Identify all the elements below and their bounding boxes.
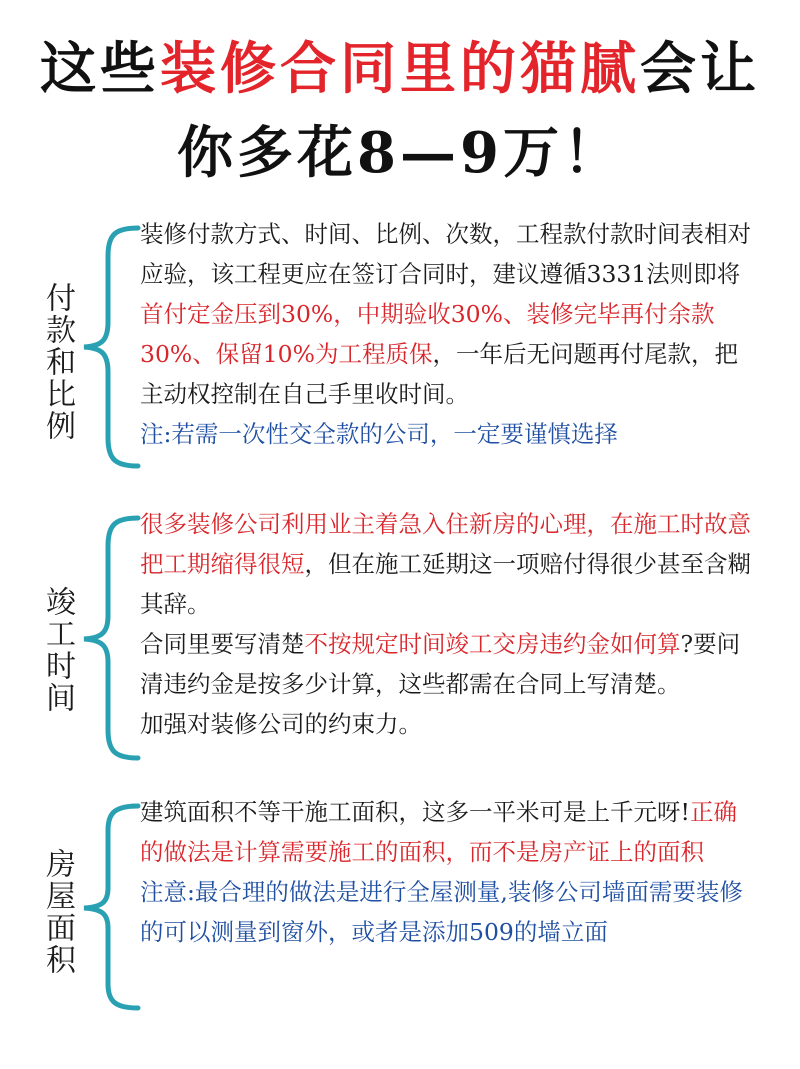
brace-icon — [76, 800, 146, 1016]
title-part-black-end: 会让 — [640, 36, 760, 102]
section-body-completion — [140, 504, 760, 744]
section-body-area — [140, 792, 760, 952]
section-label-payment: 付款和比例 — [40, 282, 75, 442]
brace-icon — [76, 222, 146, 472]
section-label-completion: 竣工时间 — [40, 586, 75, 714]
text-plain: ，一年后无问题再付尾款，把主动权控制在自己手里收时间。 — [140, 340, 738, 408]
note-blue: 注意:最合理的做法是进行全屋测量,装修公司墙面需要装修的可以测量到窗外，或者是添加509的墙立面 — [140, 878, 743, 946]
text-plain: 装修付款方式、时间、比例、次数，工程款付款时间表相对应验，该工程更应在签订合同时，建议遵循3331法则即将 — [140, 220, 751, 288]
text-plain: ?要问清违约金是按多少计算，这些都需在合同上写清楚。 — [140, 630, 741, 698]
title-part-black: 这些 — [40, 36, 160, 102]
section-label-area: 房屋面积 — [40, 848, 75, 976]
text-highlight-red: 正确的做法是计算需要施工的面积，而不是房产证上的面积 — [140, 798, 737, 866]
text-highlight-red: 首付定金压到30%，中期验收30%、装修完毕再付余款30%、保留10%为工程质保 — [140, 300, 715, 368]
text-plain: 加强对装修公司的约束力。 — [140, 710, 422, 738]
text-highlight-red: 很多装修公司利用业主着急入住新房的心理，在施工时故意把工期缩得很短 — [140, 510, 751, 578]
page-title-line-1 — [0, 34, 800, 104]
text-highlight-red: 不按规定时间竣工交房违约金如何算 — [304, 630, 681, 658]
section-body-payment — [140, 214, 760, 454]
text-plain: 建筑面积不等干施工面积，这多一平米可是上千元呀! — [140, 798, 690, 826]
note-blue: 注:若需一次性交全款的公司，一定要谨慎选择 — [140, 420, 618, 448]
title-part-red: 装修合同里的猫腻 — [160, 36, 640, 102]
text-plain: ，但在施工延期这一项赔付得很少甚至含糊其辞。 — [140, 550, 751, 618]
brace-icon — [76, 512, 146, 766]
text-plain: 合同里要写清楚 — [140, 630, 305, 658]
page-title-line-2: 你多花8—9万！ — [177, 120, 623, 186]
